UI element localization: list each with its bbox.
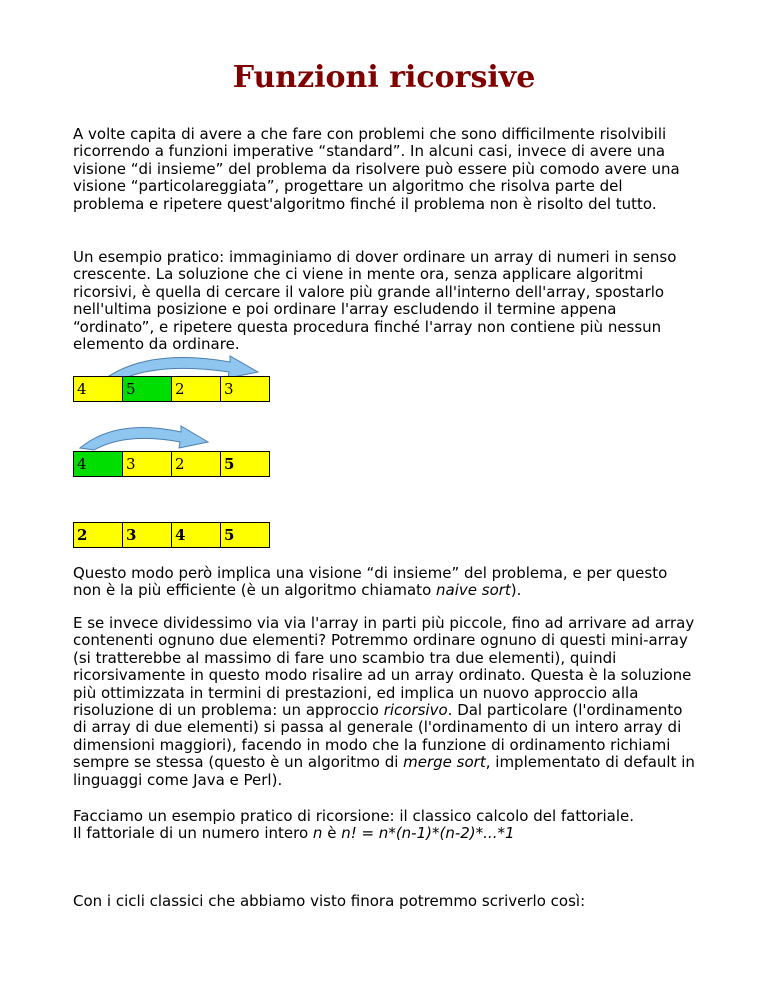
intro-paragraph: A volte capita di avere a che fare con problemi che sono difficilmente risolvibili ricorrendo a funzioni imperative “standard”. In alcuni casi, invece di avere una visione “di insieme” del problema da risolvere può essere più comodo avere una visione “particolareggiata”, progettare un algoritmo che risolva parte del problema e ripetere quest'algoritmo finché il problema non è risolto del tutto. (73, 125, 680, 213)
array-cell: 2 (73, 522, 123, 548)
swap-arrow-icon (76, 422, 216, 452)
loop-paragraph: Con i cicli classici che abbiamo visto finora potremmo scriverlo così: (73, 892, 586, 910)
array-cell: 3 (122, 451, 172, 477)
array-step-1 (73, 376, 270, 402)
array-cell: 4 (171, 522, 221, 548)
array-cell: 2 (171, 451, 221, 477)
array-cell: 4 (73, 376, 123, 402)
array-cell: 4 (73, 451, 123, 477)
array-cell: 5 (122, 376, 172, 402)
array-cell: 2 (171, 376, 221, 402)
array-cell: 5 (220, 522, 270, 548)
merge-sort-paragraph: E se invece dividessimo via via l'array in parti più piccole, fino ad arrivare ad array contenenti ognuno due elementi? Potremmo ordinare ognuno di questi mini-array (si tratterebbe al massimo di fare uno scambio tra due elementi), quindi ricorsivamente in questo modo risalire ad un array ordinato. Questa è la soluzione più ottimizzata in termini di prestazioni, ed implica un nuovo approccio alla risoluzione di un problema: un approccio ricorsivo. Dal particolare (l'ordinamento di array di due elementi) si passa al generale (l'ordinamento di un intero array di dimensioni maggiori), facendo in modo che la funzione di ordinamento richiami sempre se stessa (questo è un algoritmo di merge sort, implementato di default in linguaggi come Java e Perl). (73, 614, 695, 789)
example-paragraph: Un esempio pratico: immaginiamo di dover ordinare un array di numeri in senso crescente. La soluzione che ci viene in mente ora, senza applicare algoritmi ricorsivi, è quella di cercare il valore più grande all'interno dell'array, spostarlo nell'ultima posizione e poi ordinare l'array escludendo il termine appena “ordinato”, e ripetere questa procedura finché l'array non contiene più nessun elemento da ordinare. (73, 248, 677, 354)
array-sorted (73, 522, 270, 548)
array-cell: 3 (122, 522, 172, 548)
array-step-2 (73, 451, 270, 477)
array-cell: 5 (220, 451, 270, 477)
factorial-paragraph: Facciamo un esempio pratico di ricorsione: il classico calcolo del fattoriale. Il fattoriale di un numero intero n è n! = n*(n-1)*(n-2)*...*1 (73, 807, 635, 843)
page-title: Funzioni ricorsive (232, 60, 536, 95)
naive-sort-paragraph: Questo modo però implica una visione “di insieme” del problema, e per questo non è la più efficiente (è un algoritmo chiamato naive sort). (73, 564, 668, 600)
array-cell: 3 (220, 376, 270, 402)
